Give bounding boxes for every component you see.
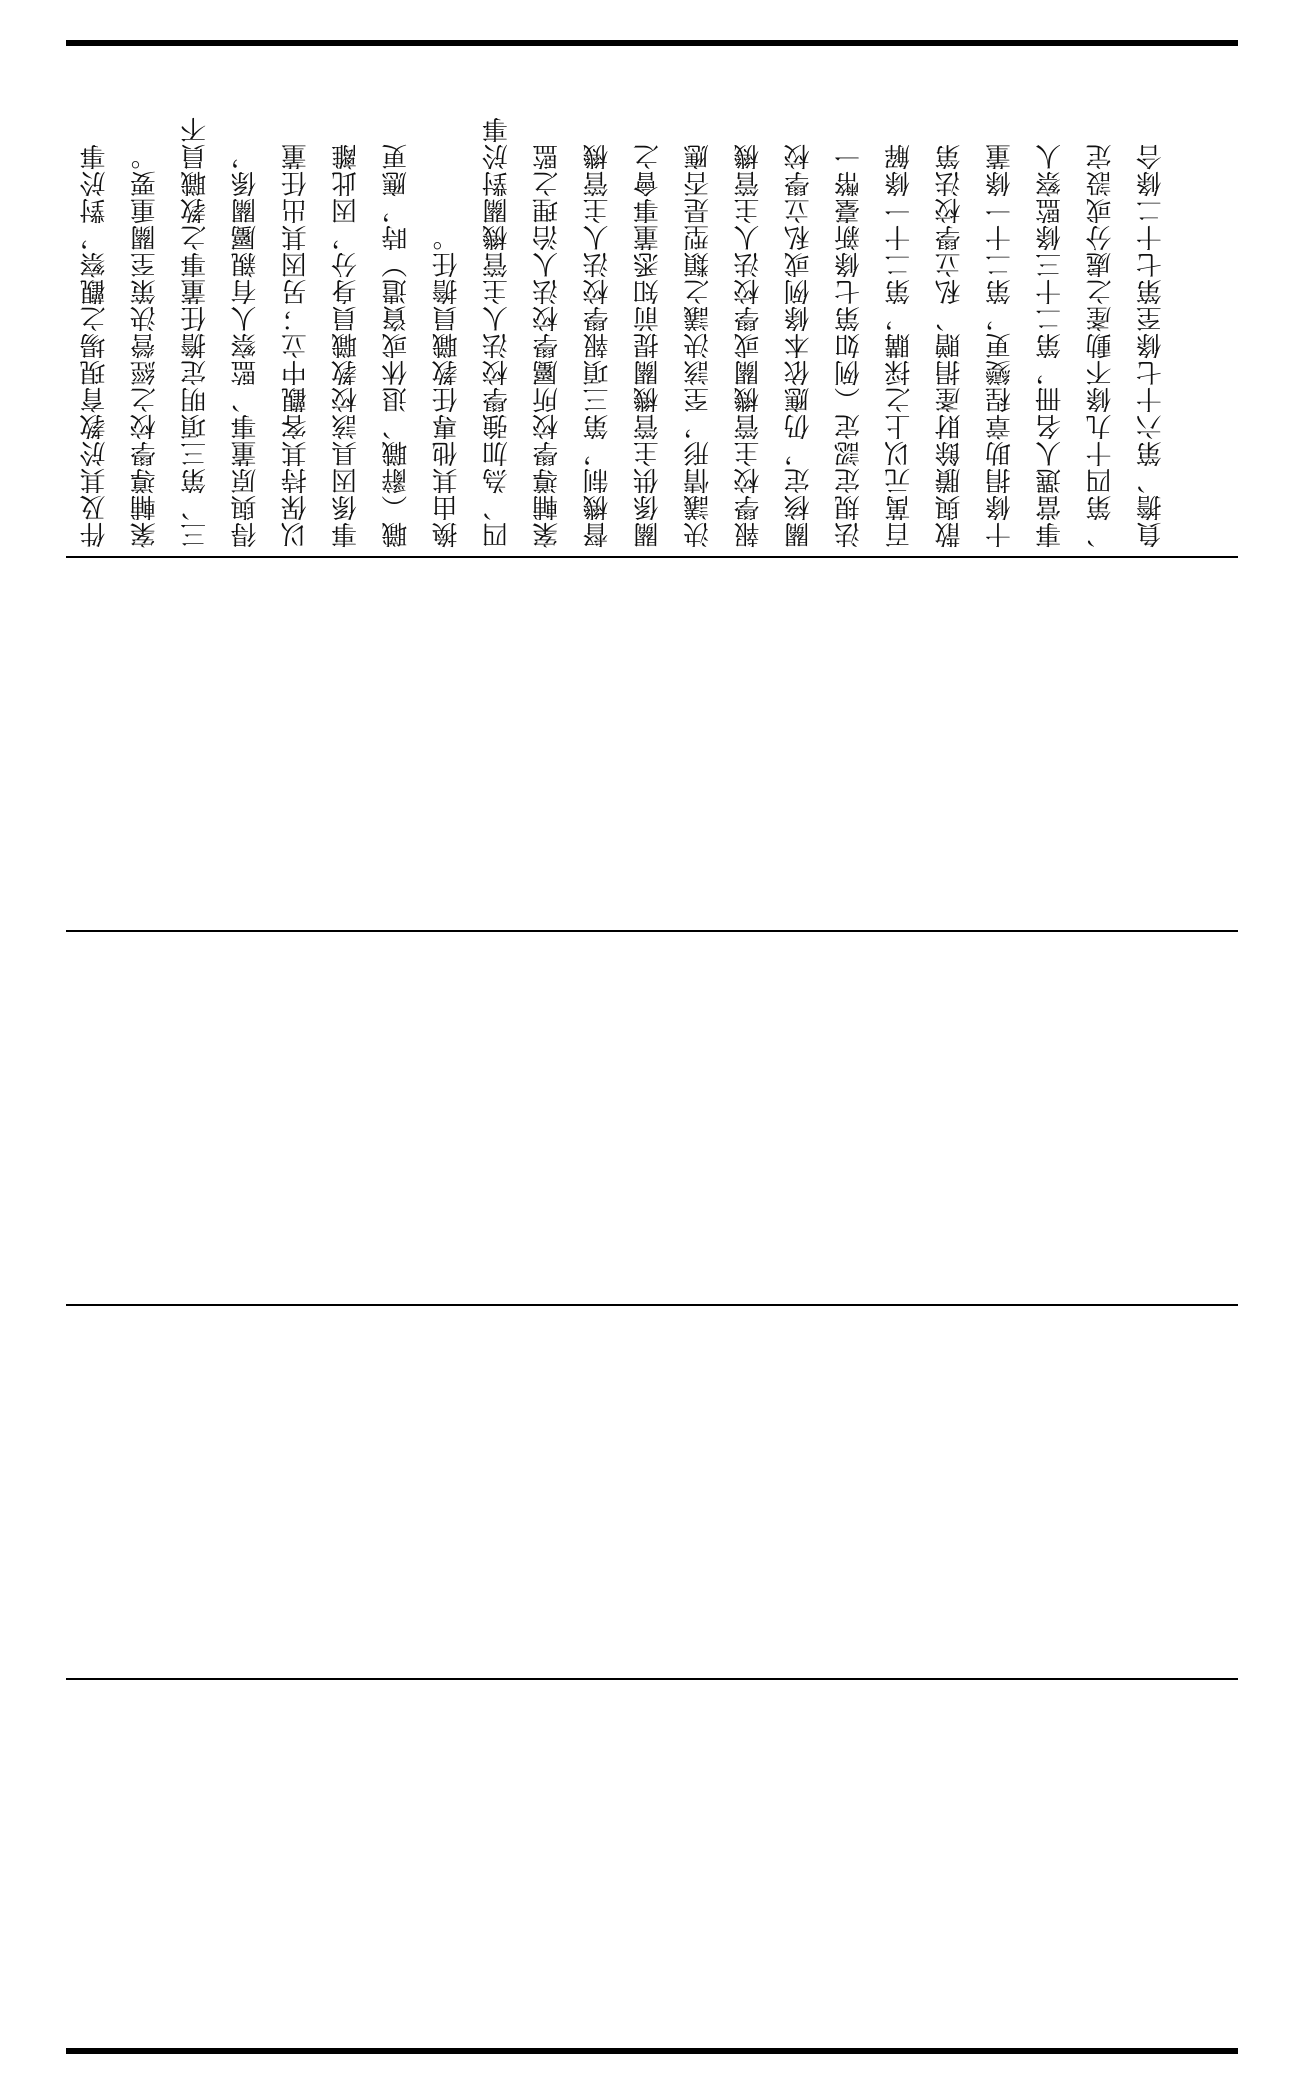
text-column: 職（辭職、退休或資遣）時，應更 [381, 143, 412, 548]
text-column: 案輔導學校所屬學校法人治理之監 [532, 143, 563, 548]
text-column: 督機制，第三項報學校法人主管機 [582, 143, 613, 548]
text-column: 散與賸餘財產捐贈、私立學校法第 [935, 143, 966, 548]
text-column: 四、為加強學校法人主管機關對於事 [482, 116, 513, 548]
rotated-text-block [70, 60, 1234, 548]
text-column: 關核定，仍應依本條例或私立學校 [784, 143, 815, 548]
text-column: 三、第三項明定擔任董事之教職員不 [180, 116, 211, 548]
text-column: 負擔、第六十七條至第七十二條合 [1136, 143, 1167, 548]
text-column: 十條捐助章程變更，第二十一條董 [985, 143, 1016, 548]
text-column: 案輔導學校之經營決策至關重要。 [130, 143, 161, 548]
text-column: 得與原董事、監察人有親屬關係， [230, 143, 261, 548]
text-column: 法規定認定（例如第七條新臺幣一 [834, 143, 865, 548]
text-column: 百萬元以上之採購，第二十一條解 [884, 143, 915, 548]
row-divider [66, 930, 1238, 932]
text-column: 報學校主管機關或學校法人主管機 [733, 143, 764, 548]
bottom-rule [66, 2048, 1238, 2054]
row-divider [66, 1304, 1238, 1306]
row-divider [66, 1678, 1238, 1680]
text-column: 關係供主管機關提前知悉董事會之 [633, 143, 664, 548]
text-column: 、第四十九條不動產之處分或設定 [1085, 143, 1116, 548]
text-column: 件及其於教育現場之觀察，對於事 [80, 143, 110, 548]
text-column: 決議情形，至該決議之類型是否應 [683, 143, 714, 548]
text-column: 事係因具該校教職員身分，因此離 [331, 143, 362, 548]
text-column: 以保持其客觀中立；另因其出任董 [281, 143, 312, 548]
text-column: 換由其他專任教職員擔任。 [432, 224, 463, 548]
text-column: 事當選人名冊，第二十三條監察人 [1035, 143, 1066, 548]
row-divider [66, 556, 1238, 558]
top-rule [66, 40, 1238, 46]
